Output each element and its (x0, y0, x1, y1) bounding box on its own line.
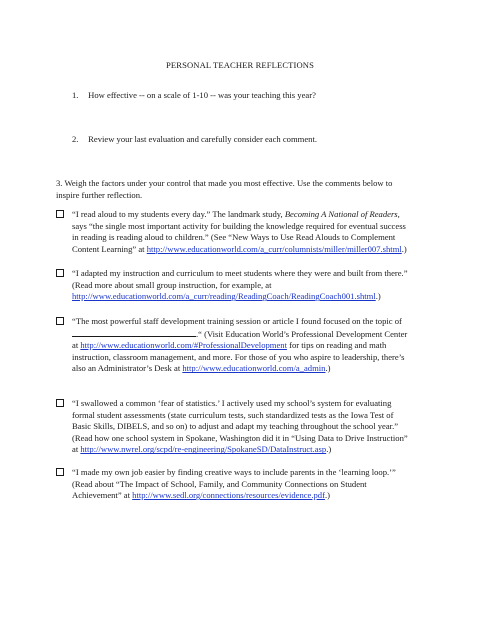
checkbox[interactable] (56, 468, 64, 476)
text-segment: says “the single most important activity for building the knowledge required for eventual success in reading is reading aloud to children.” (See “New Ways to Use Read Alouds to Complement Content Learning” at (72, 220, 406, 254)
question-1 (72, 90, 412, 102)
text-segment: “I made my own job easier by finding creative ways to include parents in the ‘learning loop.’” (Read about “The Impact of School, Family, and Community Connections on Student Achievement” at (72, 467, 396, 501)
reflection-text (72, 209, 410, 255)
text-segment: “I read aloud to my students every day.” The landmark study, (72, 209, 283, 219)
question-text: How effective -- on a scale of 1-10 -- was your teaching this year? (88, 90, 316, 100)
checkbox[interactable] (56, 210, 64, 218)
checkbox[interactable] (56, 317, 64, 325)
question-text: 3. Weigh the factors under your control that made you most effective. Use the comments below to inspire further reflection. (56, 178, 393, 200)
question-text: Review your last evaluation and carefully consider each comment. (88, 134, 317, 144)
text-segment: “The most powerful staff development training session or article I found focused on the topic of (72, 316, 402, 326)
reflection-text (72, 268, 410, 303)
text-segment: .) (326, 444, 332, 455)
text-segment: .) (401, 243, 407, 254)
reflection-text (72, 398, 410, 456)
checkbox[interactable] (56, 269, 64, 277)
text-segment: “I adapted my instruction and curriculum to meet students where they were and built from there.” (Read more about small group instruction, for example, at (72, 268, 408, 290)
text-segment: “I swallowed a common ‘fear of statistics.’ I actively used my school’s system for evaluating formal student assessments (state curriculum tests, such standardized tests as the Iowa Test of Basic Skills, DIBELS, and so on) to adjust and adapt my teaching throughout the school year.” (Read how one school system in Spokane, Washington did it in “Using Data to Drive Instruction” at (72, 398, 408, 455)
question-2 (72, 134, 412, 146)
reflection-text (72, 316, 410, 375)
page-title: PERSONAL TEACHER REFLECTIONS (166, 60, 314, 70)
question-number: 2. (72, 134, 79, 144)
checkbox[interactable] (56, 399, 64, 407)
question-3 (56, 178, 408, 201)
resource-link[interactable]: http://www.nwrel.org/scpd/re-engineering/SpokaneSD/DataInstruct.asp (80, 444, 327, 455)
text-segment: .) (324, 490, 330, 501)
text-segment: for tips on reading and math instruction, classroom management, and more. For those of you who aspire to leadership, there’s also an Administrator’s Desk at (72, 340, 405, 374)
book-title: Becoming A National of Readers, (284, 209, 400, 219)
reflection-text (72, 467, 410, 502)
resource-link[interactable]: http://www.educationworld.com/a_curr/columnists/miller/miller007.shtml (146, 243, 402, 254)
resource-link[interactable]: http://www.sedl.org/connections/resources/evidence.pdf (132, 490, 325, 501)
text-segment: .) (375, 291, 381, 302)
resource-link[interactable]: http://www.educationworld.com/a_admin (182, 363, 326, 374)
resource-link[interactable]: http://www.educationworld.com/#ProfessionalDevelopment (80, 340, 287, 351)
text-segment: .) (325, 363, 331, 374)
resource-link[interactable]: http://www.educationworld.com/a_curr/reading/ReadingCoach/ReadingCoach001.shtml (72, 291, 376, 302)
text-segment: .“ (Visit Education World’s Professional Development Center at (72, 328, 408, 351)
fill-in-blank[interactable] (72, 328, 196, 337)
question-number: 1. (72, 90, 79, 100)
